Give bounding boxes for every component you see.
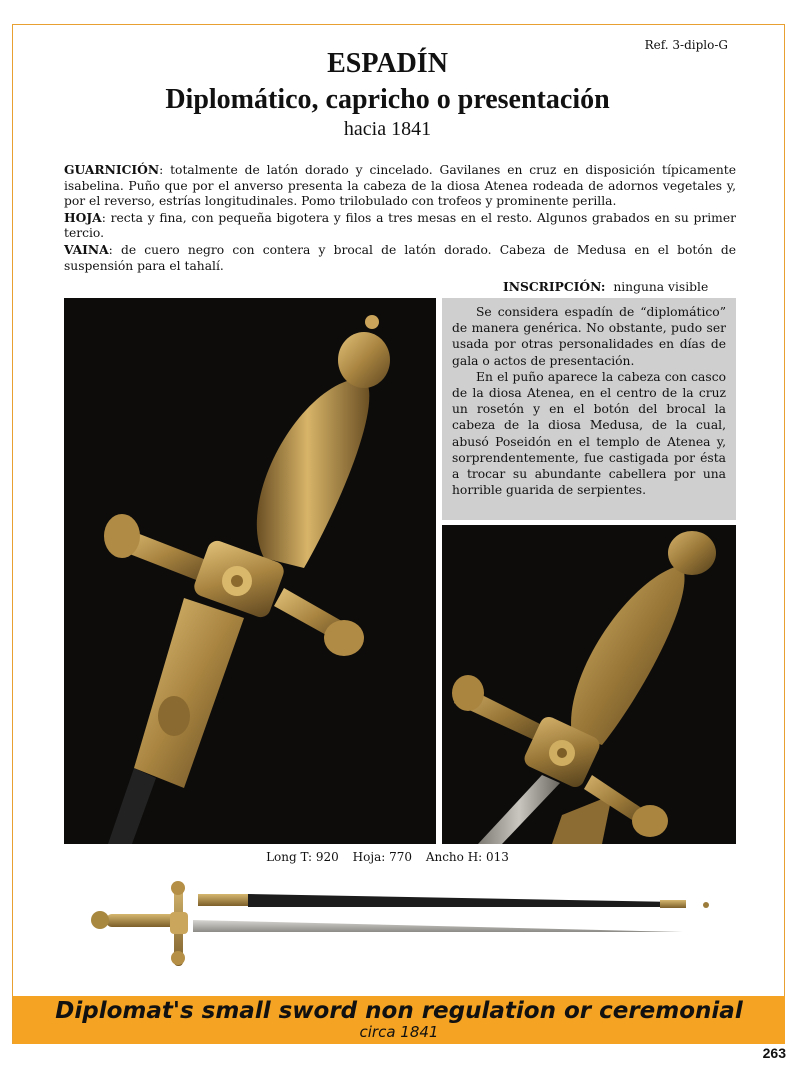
- reference-code: Ref. 3-diplo-G: [644, 38, 728, 52]
- english-date: circa 1841: [359, 1023, 439, 1041]
- inscription-value: ninguna visible: [613, 280, 709, 294]
- guarnicion-text: : totalmente de latón dorado y cincelado. Gavilanes en cruz en disposición típicamente isabelina. Puño que por el anverso presenta la cabeza de la diosa Atenea rodeada de adornos vegetales y, por el reverso, estrías longitudinales. Pomo trilobulado con trofeos y prominente perilla.: [64, 163, 736, 209]
- inscription-line: [503, 279, 708, 294]
- page-date: hacia 1841: [343, 118, 432, 140]
- hilt-photo-reverse: [442, 525, 736, 844]
- vaina-text: : de cuero negro con contera y brocal de latón dorado. Cabeza de Medusa en el botón de suspensión para el tahalí.: [64, 242, 736, 273]
- hilt-photo-main: [64, 298, 436, 844]
- english-title: Diplomat's small sword non regulation or ceremonial: [55, 998, 743, 1024]
- hoja-label: HOJA: [64, 209, 102, 225]
- page-title: ESPADÍN: [327, 48, 448, 79]
- guarnicion-paragraph: [64, 162, 736, 210]
- hoja-paragraph: [64, 210, 736, 242]
- blade-length: Hoja: 770: [352, 850, 412, 864]
- description-block: [64, 162, 736, 274]
- vaina-paragraph: [64, 242, 736, 274]
- notes-paragraph-2: En el puño aparece la cabeza con casco de la diosa Atenea, en el centro de la cruz un rosetón y en el botón del brocal la cabeza de la diosa Medusa, de la cual, abusó Poseidón en el templo de Atenea y, sorprendentemente, fue castigada por ésta a trocar su abundante cabellera por una horrible guarida de serpientes.: [452, 369, 726, 498]
- page-number: 263: [762, 1045, 786, 1061]
- page-subtitle: Diplomático, capricho o presentación: [165, 84, 610, 115]
- notes-paragraph-1: Se considera espadín de “diplomático” de manera genérica. No obstante, pudo ser usada por otras personalidades en días de gala o actos de presentación.: [452, 305, 726, 368]
- vaina-label: VAINA: [64, 241, 109, 257]
- hoja-text: : recta y fina, con pequeña bigotera y filos a tres mesas en el resto. Algunos grabados en su primer tercio.: [64, 210, 736, 241]
- english-title-banner: [13, 996, 785, 1044]
- measurements-line: [0, 850, 775, 864]
- full-sword-photo: [88, 880, 713, 970]
- inscription-label: INSCRIPCIÓN:: [503, 279, 606, 294]
- guarnicion-label: GUARNICIÓN: [64, 162, 160, 177]
- notes-box: [442, 298, 736, 520]
- blade-width: Ancho H: 013: [425, 850, 509, 864]
- total-length: Long T: 920: [266, 850, 339, 864]
